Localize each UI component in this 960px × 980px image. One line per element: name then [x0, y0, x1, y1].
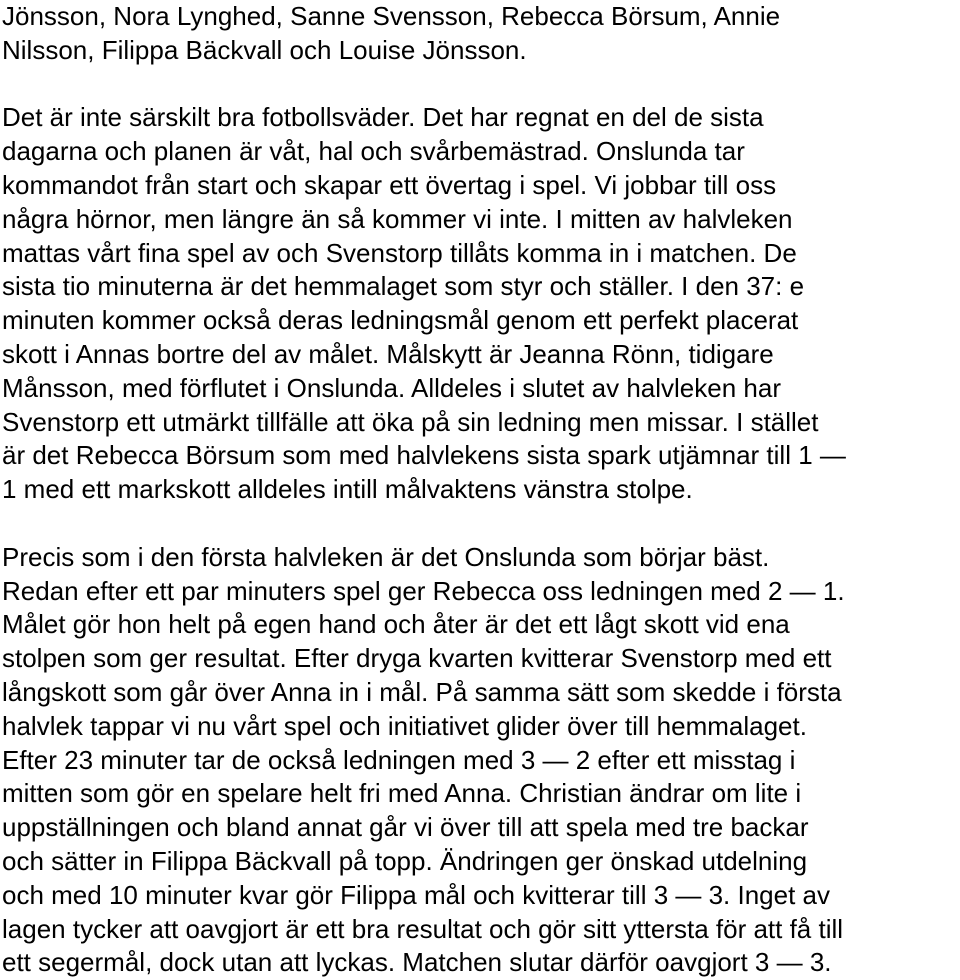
text-line: Efter 23 minuter tar de också ledningen med 3 — 2 efter ett misstag i [2, 744, 796, 775]
text-line: minuten kommer också deras ledningsmål genom ett perfekt placerat [2, 305, 799, 336]
text-line: ett segermål, dock utan att lyckas. Matchen slutar därför oavgjort 3 — 3. [2, 947, 832, 978]
text-line: Precis som i den första halvleken är det Onslunda som börjar bäst. [2, 541, 770, 572]
text-line: mitten som gör en spelare helt fri med Anna. Christian ändrar om lite i [2, 778, 802, 809]
paragraph-spacer [2, 68, 960, 102]
text-line: några hörnor, men längre än så kommer vi inte. I mitten av halvleken [2, 203, 793, 234]
text-line: Månsson, med förflutet i Onslunda. Alldeles i slutet av halvleken har [2, 372, 781, 403]
paragraph-second-half [2, 541, 960, 980]
text-line: lagen tycker att oavgjort är ett bra resultat och gör sitt yttersta för att få till [2, 913, 844, 944]
text-line: halvlek tappar vi nu vårt spel och initiativet glider över till hemmalaget. [2, 710, 807, 741]
text-line: Svenstorp ett utmärkt tillfälle att öka på sin ledning men missar. I stället [2, 406, 819, 437]
text-line: Nilsson, Filippa Bäckvall och Louise Jönsson. [2, 34, 527, 65]
text-line: är det Rebecca Börsum som med halvlekens sista spark utjämnar till 1 — [2, 440, 846, 471]
paragraph-spacer [2, 507, 960, 541]
text-line: skott i Annas bortre del av målet. Målskytt är Jeanna Rönn, tidigare [2, 338, 774, 369]
text-line: mattas vårt fina spel av och Svenstorp tillåts komma in i matchen. De [2, 237, 797, 268]
text-line: uppställningen och bland annat går vi över till att spela med tre backar [2, 812, 809, 843]
text-line: stolpen som ger resultat. Efter dryga kvarten kvitterar Svenstorp med ett [2, 643, 832, 674]
text-line: dagarna och planen är våt, hal och svårbemästrad. Onslunda tar [2, 136, 745, 167]
text-line: och med 10 minuter kvar gör Filippa mål och kvitterar till 3 — 3. Inget av [2, 879, 831, 910]
text-line: och sätter in Filippa Bäckvall på topp. Ändringen ger önskad utdelning [2, 845, 808, 876]
text-line: långskott som går över Anna in i mål. På samma sätt som skedde i första [2, 676, 842, 707]
paragraph-team-lineup [2, 0, 960, 68]
text-line: kommandot från start och skapar ett övertag i spel. Vi jobbar till oss [2, 169, 777, 200]
paragraph-first-half [2, 101, 960, 507]
text-line: sista tio minuterna är det hemmalaget som styr och ställer. I den 37: e [2, 271, 805, 302]
text-line: Jönsson, Nora Lynghed, Sanne Svensson, Rebecca Börsum, Annie [2, 1, 781, 31]
text-line: 1 med ett markskott alldeles intill målvaktens vänstra stolpe. [2, 474, 693, 505]
text-line: Målet gör hon helt på egen hand och åter är det ett lågt skott vid ena [2, 609, 790, 640]
text-line: Det är inte särskilt bra fotbollsväder. Det har regnat en del de sista [2, 102, 764, 133]
text-line: Redan efter ett par minuters spel ger Rebecca oss ledningen med 2 — 1. [2, 575, 845, 606]
